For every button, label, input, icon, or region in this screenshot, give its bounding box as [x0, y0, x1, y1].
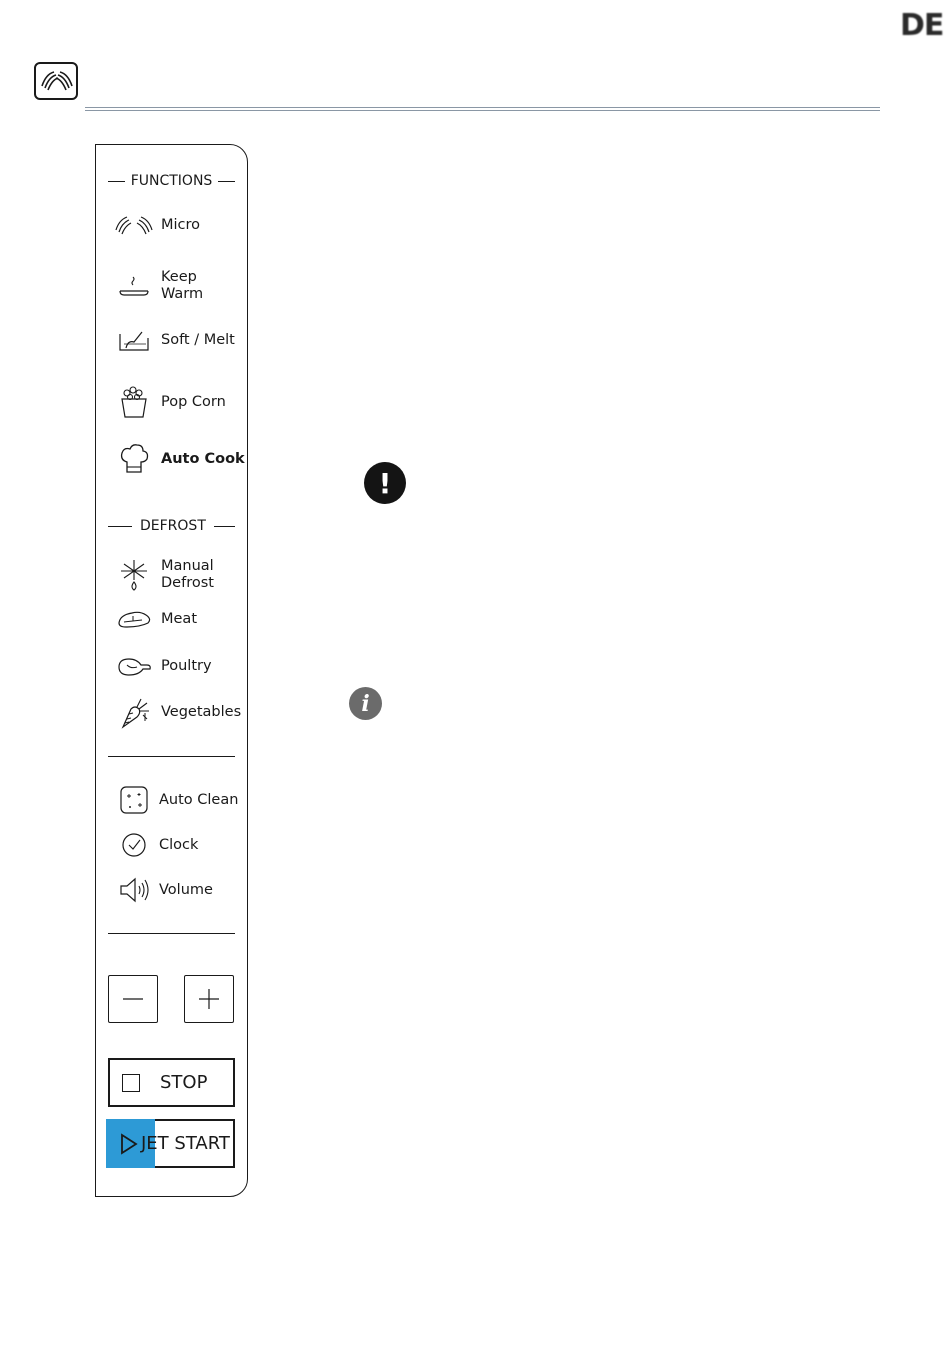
header-divider [85, 107, 880, 111]
play-icon [120, 1133, 138, 1155]
steak-icon [114, 599, 154, 639]
stop-square-icon [122, 1074, 140, 1092]
meat-defrost-button[interactable]: Meat [114, 599, 197, 639]
section-divider [108, 756, 235, 757]
plus-icon [198, 988, 220, 1010]
keep-warm-plate-icon [114, 266, 154, 306]
chef-hat-icon [114, 439, 154, 479]
minus-button[interactable] [108, 975, 158, 1023]
volume-button[interactable]: Volume [114, 870, 213, 910]
soft-melt-button[interactable]: Soft / Melt [114, 320, 235, 360]
language-tag: DE [900, 8, 944, 43]
clock-icon [114, 825, 154, 865]
info-icon: i [349, 687, 382, 720]
clock-button[interactable]: Clock [114, 825, 198, 865]
speaker-icon [114, 870, 154, 910]
snowflake-drop-icon [114, 555, 154, 595]
popcorn-icon [114, 382, 154, 422]
exclamation-icon: ! [364, 462, 406, 504]
poultry-icon [114, 646, 154, 686]
minus-icon [122, 988, 144, 1010]
microwave-waves-icon [34, 62, 78, 100]
section-divider [108, 933, 235, 934]
carrot-icon [114, 692, 154, 732]
micro-button[interactable]: Micro [114, 205, 200, 245]
manual-defrost-button[interactable]: Manual Defrost [114, 555, 231, 595]
soft-melt-icon [114, 320, 154, 360]
auto-cook-button[interactable]: Auto Cook [114, 439, 245, 479]
functions-heading: FUNCTIONS [108, 173, 235, 189]
plus-button[interactable] [184, 975, 234, 1023]
stop-button[interactable] [108, 1058, 235, 1107]
jet-start-button[interactable] [108, 1119, 235, 1168]
sparkle-square-icon [114, 780, 154, 820]
defrost-heading: DEFROST [108, 518, 235, 534]
stop-label: STOP [160, 1072, 208, 1093]
microwave-waves-icon [114, 205, 154, 245]
auto-clean-button[interactable]: Auto Clean [114, 780, 238, 820]
vegetables-defrost-button[interactable]: Vegetables [114, 692, 241, 732]
pop-corn-button[interactable]: Pop Corn [114, 382, 226, 422]
jet-start-label: JET START [141, 1133, 230, 1154]
keep-warm-button[interactable]: Keep Warm [114, 266, 231, 306]
poultry-defrost-button[interactable]: Poultry [114, 646, 212, 686]
